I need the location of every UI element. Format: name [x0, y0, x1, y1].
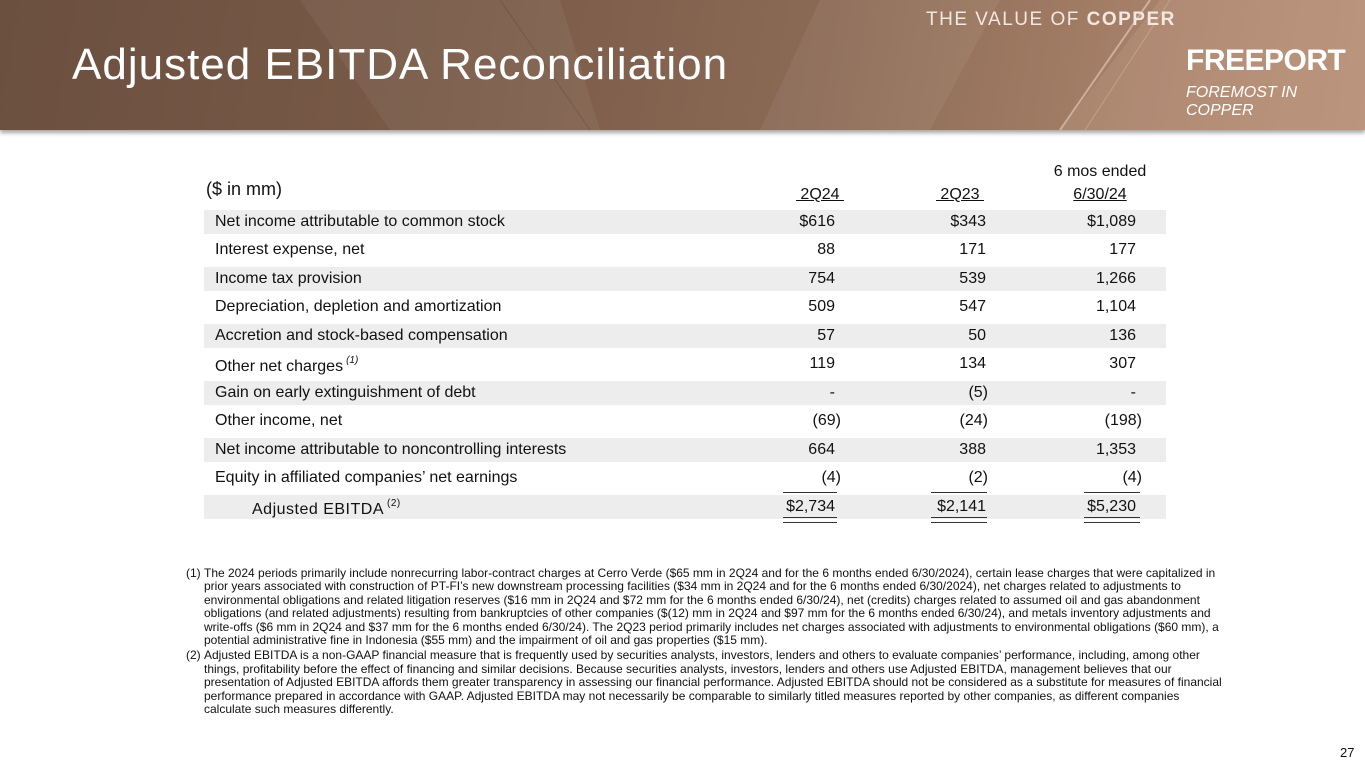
table-row: [204, 210, 1166, 234]
cell-2q24: (4): [821, 469, 841, 486]
cell-2q23: 171: [959, 241, 986, 258]
row-label-text: Other net charges: [215, 358, 344, 375]
cell-2q24: 57: [817, 327, 835, 344]
cell-2q23: 50: [968, 327, 986, 344]
cell-2q23: 539: [959, 270, 986, 287]
cell-2q23: 388: [959, 441, 986, 458]
footnote: [186, 649, 1226, 716]
tagline-bold: COPPER: [1086, 9, 1176, 30]
column-header-2q24: 2Q24: [795, 186, 845, 203]
column-header-6mos-line1: 6 mos ended: [1053, 163, 1147, 180]
column-header-6mos: [1040, 163, 1160, 204]
row-label: Net income attributable to noncontrolling interests: [215, 441, 567, 458]
subtotal-underline: [783, 492, 837, 493]
cell-6mos: 1,266: [1095, 270, 1136, 287]
table-row: [204, 324, 1166, 348]
footnote-text: The 2024 periods primarily include nonrecurring labor-contract charges at Cerro Verde ($65 mm in 2Q24 and for the 6 months ended 6/30/2024), certain lease charges that were capitalized in prior years associated with construction of PT-FI’s new downstream processing facilities ($34 mm in 2Q24 and for the 6 months ended 6/30/2024), net charges related to adjustments to environmental obligations and related litigation reserves ($16 mm in 2Q24 and $72 mm for the 6 months ended 6/30/24), net (credits) charges related to assumed oil and gas abandonment obligations (and related adjustments) resulting from bankruptcies of other companies ($(12) mm in 2Q24 and $97 mm for the 6 months ended 6/30/24), and metals inventory adjustments and write-offs ($6 mm in 2Q24 and $37 mm for the 6 months ended 6/30/24). The 2Q23 period primarily includes net charges associated with adjustments to environmental obligations ($60 mm), a potential administrative fine in Indonesia ($55 mm) and the impairment of oil and gas properties ($15 mm).: [204, 566, 1219, 648]
footnote-ref-2: (2): [387, 498, 401, 509]
cell-2q23: (5): [968, 384, 988, 401]
cell-2q23: 134: [959, 355, 986, 372]
subtotal-underline: [1084, 492, 1140, 493]
total-row: [204, 495, 1166, 519]
column-header-2q23: 2Q23: [935, 186, 985, 203]
cell-6mos: (4): [1122, 469, 1142, 486]
cell-2q24: 664: [808, 441, 835, 458]
footnote-number: (1): [186, 566, 201, 580]
total-label: [252, 498, 401, 519]
cell-6mos: -: [1130, 384, 1136, 401]
table-row: [204, 267, 1166, 291]
cell-2q23: (24): [959, 412, 988, 429]
tagline-prefix: THE VALUE OF: [926, 9, 1087, 30]
total-6mos: $5,230: [1087, 498, 1136, 515]
cell-2q24: -: [829, 384, 835, 401]
table-row: [204, 438, 1166, 462]
page-title: Adjusted EBITDA Reconciliation: [72, 40, 729, 89]
cell-6mos: $1,089: [1087, 213, 1136, 230]
cell-2q23: (2): [968, 469, 988, 486]
column-header-6mos-line2: 6/30/24: [1073, 186, 1127, 203]
table-row: [204, 466, 1166, 490]
row-label: Income tax provision: [215, 270, 362, 287]
row-label: Interest expense, net: [215, 241, 365, 258]
table-row: [204, 381, 1166, 405]
row-label: Gain on early extinguishment of debt: [215, 384, 476, 401]
page-number: 27: [1340, 745, 1355, 760]
footnote-number: (2): [186, 648, 201, 663]
row-label: Net income attributable to common stock: [215, 213, 505, 230]
cell-6mos: 1,104: [1095, 298, 1136, 315]
cell-6mos: 177: [1109, 241, 1136, 258]
total-double-underline: [783, 517, 837, 523]
cell-6mos: 1,353: [1095, 441, 1136, 458]
row-label: Equity in affiliated companies’ net earnings: [215, 469, 518, 486]
cell-6mos: 307: [1109, 355, 1136, 372]
company-logo: FREEPORT: [1186, 44, 1346, 77]
row-label: Other income, net: [215, 412, 343, 429]
cell-6mos: 136: [1109, 327, 1136, 344]
units-label: ($ in mm): [206, 179, 282, 199]
cell-6mos: (198): [1104, 412, 1142, 429]
footnote-ref-1: (1): [346, 355, 359, 366]
cell-2q24: 88: [817, 241, 835, 258]
tagline: [926, 9, 1176, 31]
cell-2q23: $343: [950, 213, 986, 230]
total-double-underline: [1084, 517, 1140, 523]
logo-subtext: FOREMOST IN COPPER: [1186, 84, 1298, 119]
cell-2q24: (69): [812, 412, 841, 429]
header-banner: [0, 0, 1365, 130]
footnote: [186, 567, 1226, 647]
footnotes: [186, 567, 1226, 718]
total-2q24: $2,734: [786, 498, 835, 515]
table-row: [204, 295, 1166, 319]
total-double-underline: [931, 517, 987, 523]
cell-2q24: 754: [808, 270, 835, 287]
row-label: [215, 355, 358, 376]
total-2q23: $2,141: [937, 498, 986, 515]
cell-2q24: 509: [808, 298, 835, 315]
total-label-text: Adjusted EBITDA: [252, 501, 384, 518]
table-row: [204, 238, 1166, 262]
cell-2q23: 547: [959, 298, 986, 315]
footnote-text: Adjusted EBITDA is a non-GAAP financial measure that is frequently used by securities analysts, investors, lenders and others to evaluate companies’ performance, including, among other things, profitability before the effect of financing and similar decisions. Because securities analysts, investors, lenders and others use Adjusted EBITDA, management believes that our presentation of Adjusted EBITDA affords them greater transparency in assessing our financial performance. Adjusted EBITDA should not be considered as a substitute for measures of financial performance prepared in accordance with GAAP. Adjusted EBITDA may not necessarily be comparable to similarly titled measures reported by other companies, as different companies calculate such measures differently.: [204, 648, 1222, 717]
subtotal-underline: [931, 492, 987, 493]
table-row: [204, 352, 1166, 376]
cell-2q24: 119: [809, 355, 835, 372]
row-label: Depreciation, depletion and amortization: [215, 298, 502, 315]
row-label: Accretion and stock-based compensation: [215, 327, 508, 344]
cell-2q24: $616: [799, 213, 835, 230]
table-row: [204, 409, 1166, 433]
